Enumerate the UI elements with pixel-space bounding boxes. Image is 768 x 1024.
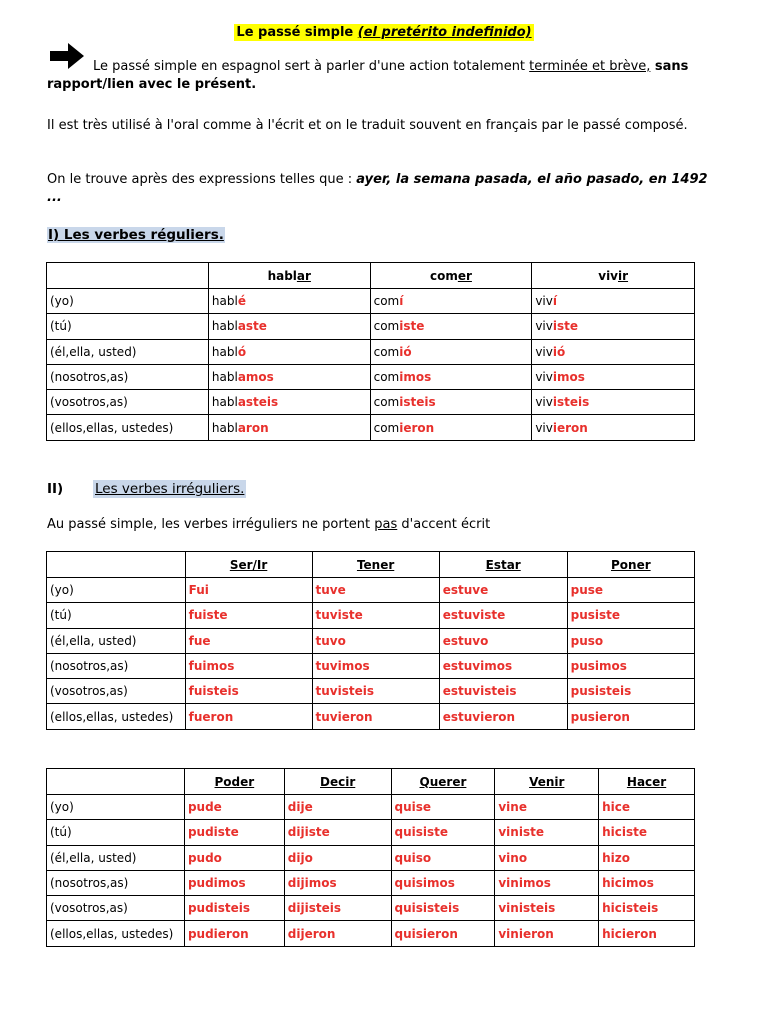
conjugation-cell: hicieron xyxy=(599,921,695,946)
table-row xyxy=(47,679,695,704)
pronoun-cell: (yo) xyxy=(47,578,186,603)
usage-paragraph: Il est très utilisé à l'oral comme à l'écrit et on le traduit souvent en français par le passé composé. xyxy=(47,118,688,133)
header-row xyxy=(47,263,695,289)
header-cell-decir: Decir xyxy=(284,769,391,795)
conjugation-cell: dijiste xyxy=(284,820,391,845)
conjugation-cell: tuvimos xyxy=(312,653,439,678)
header-cell-comer xyxy=(370,263,532,289)
conjugation-cell xyxy=(532,364,695,389)
verb-ending: isteis xyxy=(399,395,436,410)
verb-stem: habl xyxy=(211,294,238,309)
pronoun-cell: (tú) xyxy=(47,603,186,628)
conjugation-cell xyxy=(370,390,532,415)
conjugation-cell: fueron xyxy=(185,704,312,729)
table-row xyxy=(47,289,695,314)
verb-ending: ieron xyxy=(552,420,588,435)
conjugation-cell xyxy=(370,314,532,339)
conjugation-cell: tuve xyxy=(312,578,439,603)
conjugation-cell: estuvo xyxy=(439,628,567,653)
section-irregular-heading: Les verbes irréguliers. xyxy=(95,481,245,497)
conjugation-cell xyxy=(208,390,370,415)
header-empty-cell xyxy=(47,263,209,289)
verb-ending: é xyxy=(237,294,246,309)
conjugation-cell: vinisteis xyxy=(495,896,599,921)
conjugation-cell: pudimos xyxy=(184,870,284,895)
conjugation-cell: tuvo xyxy=(312,628,439,653)
header-cell-estar: Estar xyxy=(439,552,567,578)
conjugation-cell: pudo xyxy=(184,845,284,870)
conjugation-cell: dijeron xyxy=(284,921,391,946)
verb-stem: com xyxy=(373,420,400,435)
section-regular-heading: I) Les verbes réguliers. xyxy=(48,227,224,243)
conjugation-cell xyxy=(370,364,532,389)
irregular-verbs-table-1 xyxy=(46,551,695,730)
table-row xyxy=(47,653,695,678)
conjugation-cell xyxy=(208,314,370,339)
header-cell-vivir xyxy=(532,263,695,289)
conjugation-cell: pudiste xyxy=(184,820,284,845)
pronoun-cell: (tú) xyxy=(47,314,209,339)
conjugation-cell: quisimos xyxy=(391,870,495,895)
conjugation-cell xyxy=(370,339,532,364)
pronoun-cell: (ellos,ellas, ustedes) xyxy=(47,921,185,946)
conjugation-cell: puse xyxy=(567,578,694,603)
pronoun-cell: (ellos,ellas, ustedes) xyxy=(47,415,209,440)
conjugation-cell: vine xyxy=(495,795,599,820)
pronoun-cell: (nosotros,as) xyxy=(47,870,185,895)
pronoun-cell: (él,ella, usted) xyxy=(47,845,185,870)
conjugation-cell: tuvisteis xyxy=(312,679,439,704)
irregular-verbs-table-2 xyxy=(46,768,695,947)
verb-stem: viv xyxy=(535,420,553,435)
conjugation-cell: hizo xyxy=(599,845,695,870)
conjugation-cell: estuvisteis xyxy=(439,679,567,704)
conjugation-cell xyxy=(208,289,370,314)
irregular-note-b: d'accent écrit xyxy=(397,517,491,532)
conjugation-cell: estuve xyxy=(439,578,567,603)
conjugation-cell: tuviste xyxy=(312,603,439,628)
regular-verbs-table xyxy=(46,262,695,441)
conjugation-cell xyxy=(532,390,695,415)
verb-stem: viv xyxy=(535,370,553,385)
verb-ending: ió xyxy=(399,344,412,359)
header-cell-hacer: Hacer xyxy=(599,769,695,795)
pronoun-cell: (yo) xyxy=(47,795,185,820)
conjugation-cell: vino xyxy=(495,845,599,870)
conjugation-cell: Fui xyxy=(185,578,312,603)
verb-ending: ieron xyxy=(399,420,435,435)
verb-stem: com xyxy=(373,344,400,359)
conjugation-cell: vinieron xyxy=(495,921,599,946)
pronoun-cell: (tú) xyxy=(47,820,185,845)
header-cell-tener: Tener xyxy=(312,552,439,578)
table-row xyxy=(47,921,695,946)
verb-ending: imos xyxy=(552,370,585,385)
conjugation-cell: hice xyxy=(599,795,695,820)
conjugation-cell: fuiste xyxy=(185,603,312,628)
pronoun-cell: (nosotros,as) xyxy=(47,364,209,389)
page-title xyxy=(0,24,768,41)
table-row xyxy=(47,390,695,415)
pronoun-cell: (vosotros,as) xyxy=(47,679,186,704)
verb-stem: habl xyxy=(211,319,238,334)
verb-ending: iste xyxy=(399,319,425,334)
pronoun-cell: (vosotros,as) xyxy=(47,390,209,415)
verb-ending: aste xyxy=(237,319,267,334)
header-stem: viv xyxy=(598,268,619,283)
conjugation-cell: pude xyxy=(184,795,284,820)
conjugation-cell: pudieron xyxy=(184,921,284,946)
conjugation-cell xyxy=(370,415,532,440)
header-ending: er xyxy=(457,268,472,283)
header-cell-poder: Poder xyxy=(184,769,284,795)
header-empty-cell xyxy=(47,552,186,578)
title-sub: (el pretérito indefinido) xyxy=(357,25,532,40)
verb-ending: ó xyxy=(237,344,247,359)
expressions-lead: On le trouve après des expressions telles que : xyxy=(47,172,357,187)
conjugation-cell: pusiste xyxy=(567,603,694,628)
table-row xyxy=(47,364,695,389)
expressions-paragraph xyxy=(47,171,722,207)
header-empty-cell xyxy=(47,769,185,795)
intro-bold: sans rapport/lien avec le présent. xyxy=(47,59,689,92)
irregular-note-u: pas xyxy=(374,517,398,532)
verb-stem: viv xyxy=(535,395,553,410)
pronoun-cell: (vosotros,as) xyxy=(47,896,185,921)
conjugation-cell: pusimos xyxy=(567,653,694,678)
expressions-examples: ayer, la semana pasada, el año pasado, en 1492 ... xyxy=(47,172,708,205)
conjugation-cell xyxy=(208,339,370,364)
conjugation-cell xyxy=(208,415,370,440)
title-main: Le passé simple xyxy=(236,25,358,40)
intro-text: Le passé simple en espagnol sert à parler d'une action totalement xyxy=(93,59,530,74)
pronoun-cell: (nosotros,as) xyxy=(47,653,186,678)
conjugation-cell: quise xyxy=(391,795,495,820)
conjugation-cell xyxy=(370,289,532,314)
table-row xyxy=(47,896,695,921)
verb-ending: aron xyxy=(237,420,269,435)
table-row xyxy=(47,845,695,870)
verb-ending: amos xyxy=(237,370,274,385)
verb-ending: imos xyxy=(399,370,432,385)
conjugation-cell: dije xyxy=(284,795,391,820)
verb-stem: viv xyxy=(535,294,553,309)
header-stem: com xyxy=(429,268,458,283)
header-ending: ir xyxy=(618,268,629,283)
header-row xyxy=(47,552,695,578)
header-cell-querer: Querer xyxy=(391,769,495,795)
header-cell-ser-ir: Ser/Ir xyxy=(185,552,312,578)
conjugation-cell: hiciste xyxy=(599,820,695,845)
verb-stem: habl xyxy=(211,344,238,359)
conjugation-cell: dijimos xyxy=(284,870,391,895)
conjugation-cell xyxy=(532,415,695,440)
table-row xyxy=(47,415,695,440)
verb-ending: ió xyxy=(552,344,566,359)
conjugation-cell: fuisteis xyxy=(185,679,312,704)
table-row xyxy=(47,339,695,364)
conjugation-cell: vinimos xyxy=(495,870,599,895)
conjugation-cell: viniste xyxy=(495,820,599,845)
conjugation-cell xyxy=(208,364,370,389)
table-row xyxy=(47,603,695,628)
verb-stem: com xyxy=(373,294,400,309)
table-row xyxy=(47,314,695,339)
conjugation-cell: hicimos xyxy=(599,870,695,895)
verb-stem: viv xyxy=(535,344,553,359)
header-cell-hablar xyxy=(208,263,370,289)
irregular-note-a: Au passé simple, les verbes irréguliers ne portent xyxy=(47,517,375,532)
verb-stem: com xyxy=(373,370,400,385)
verb-ending: í xyxy=(552,294,557,309)
conjugation-cell: pusieron xyxy=(567,704,694,729)
verb-stem: viv xyxy=(535,319,553,334)
intro-underlined: terminée et brève, xyxy=(529,59,651,74)
header-row xyxy=(47,769,695,795)
pronoun-cell: (él,ella, usted) xyxy=(47,339,209,364)
irregular-note xyxy=(47,516,722,534)
conjugation-cell: fue xyxy=(185,628,312,653)
conjugation-cell: pusisteis xyxy=(567,679,694,704)
conjugation-cell: pudisteis xyxy=(184,896,284,921)
conjugation-cell: tuvieron xyxy=(312,704,439,729)
pronoun-cell: (yo) xyxy=(47,289,209,314)
conjugation-cell: estuviste xyxy=(439,603,567,628)
conjugation-cell: dijisteis xyxy=(284,896,391,921)
verb-stem: com xyxy=(373,395,400,410)
conjugation-cell: hicisteis xyxy=(599,896,695,921)
conjugation-cell: dijo xyxy=(284,845,391,870)
verb-stem: habl xyxy=(211,370,238,385)
verb-ending: isteis xyxy=(552,395,590,410)
conjugation-cell: quisieron xyxy=(391,921,495,946)
table-row xyxy=(47,704,695,729)
conjugation-cell: quiso xyxy=(391,845,495,870)
table-row xyxy=(47,795,695,820)
conjugation-cell: quisiste xyxy=(391,820,495,845)
conjugation-cell: fuimos xyxy=(185,653,312,678)
header-stem: habl xyxy=(267,268,297,283)
verb-stem: habl xyxy=(211,395,238,410)
header-cell-poner: Poner xyxy=(567,552,694,578)
section-irregular-number: II) xyxy=(47,481,64,497)
pronoun-cell: (ellos,ellas, ustedes) xyxy=(47,704,186,729)
conjugation-cell: puso xyxy=(567,628,694,653)
conjugation-cell xyxy=(532,289,695,314)
verb-ending: asteis xyxy=(237,395,279,410)
table-row xyxy=(47,578,695,603)
verb-stem: habl xyxy=(211,420,238,435)
pronoun-cell: (él,ella, usted) xyxy=(47,628,186,653)
conjugation-cell: estuvieron xyxy=(439,704,567,729)
table-row xyxy=(47,870,695,895)
conjugation-cell xyxy=(532,314,695,339)
conjugation-cell: estuvimos xyxy=(439,653,567,678)
conjugation-cell xyxy=(532,339,695,364)
intro-paragraph xyxy=(47,58,722,94)
header-ending: ar xyxy=(296,268,311,283)
conjugation-cell: quisisteis xyxy=(391,896,495,921)
verb-ending: í xyxy=(399,294,404,309)
table-row xyxy=(47,628,695,653)
verb-stem: com xyxy=(373,319,400,334)
header-cell-venir: Venir xyxy=(495,769,599,795)
verb-ending: iste xyxy=(552,319,578,334)
table-row xyxy=(47,820,695,845)
